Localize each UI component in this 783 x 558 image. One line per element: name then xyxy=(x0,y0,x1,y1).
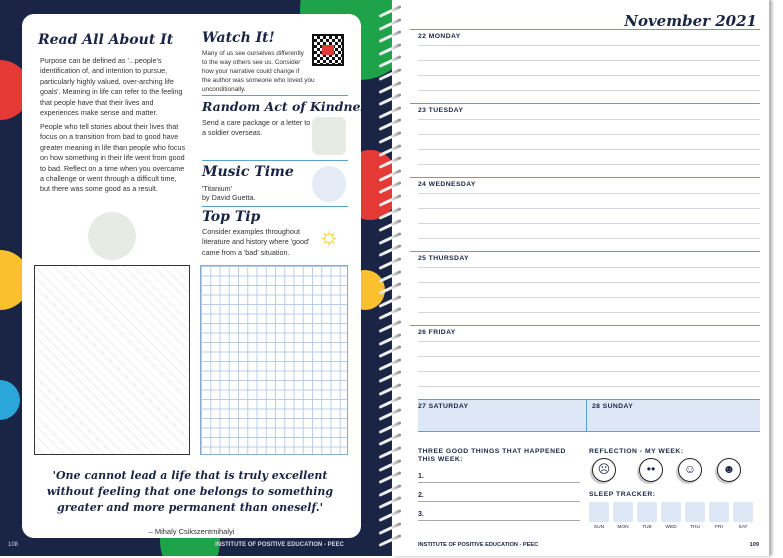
kindness-text: Send a care package or a letter to a soldier overseas. xyxy=(202,118,311,138)
sleep-box-wed[interactable] xyxy=(661,502,681,522)
qr-code[interactable] xyxy=(312,34,344,66)
divider xyxy=(202,95,348,96)
spiral-loop xyxy=(378,433,401,446)
spiral-loop xyxy=(378,484,401,497)
spiral-loop xyxy=(378,18,401,31)
kindness-title: Random Act of Kindness xyxy=(202,99,375,114)
reflection-label: REFLECTION - MY WEEK: xyxy=(589,448,684,455)
divider xyxy=(202,206,348,207)
spiral-loop xyxy=(378,522,401,535)
sleep-box-mon[interactable] xyxy=(613,502,633,522)
good-thing-2[interactable]: 2. xyxy=(418,492,580,502)
day-tuesday[interactable] xyxy=(410,103,760,177)
sleep-box-thu[interactable] xyxy=(685,502,705,522)
lightbulb-icon: ☼ xyxy=(318,223,340,250)
spiral-loop xyxy=(378,169,401,182)
saturday-label: 27 SATURDAY xyxy=(418,403,469,410)
spiral-loop xyxy=(378,68,401,81)
sleep-day-label: THU xyxy=(690,525,700,530)
sleep-box-fri[interactable] xyxy=(709,502,729,522)
gift-illustration xyxy=(312,117,346,155)
music-song: 'Titanium' xyxy=(202,184,233,193)
spiral-loop xyxy=(378,43,401,56)
sunday-label: 28 SUNDAY xyxy=(592,403,634,410)
watch-title: Watch It! xyxy=(202,30,275,46)
spiral-loop xyxy=(378,131,401,144)
sleep-day-label: FRI xyxy=(715,525,723,530)
sleep-tracker-label: SLEEP TRACKER: xyxy=(589,491,656,498)
month-title: November 2021 xyxy=(624,12,757,30)
neutral-face-icon[interactable]: •• xyxy=(639,458,663,482)
sleep-day-label: WED xyxy=(665,525,677,530)
sleep-box-sat[interactable] xyxy=(733,502,753,522)
right-page xyxy=(392,0,770,556)
footer-left: INSTITUTE OF POSITIVE EDUCATION - PEEC xyxy=(215,542,344,548)
spiral-loop xyxy=(378,345,401,358)
sad-face-icon[interactable]: ☹ xyxy=(592,458,616,482)
sleep-day-label: TUE xyxy=(642,525,652,530)
spiral-loop xyxy=(378,232,401,245)
read-all-p1: Purpose can be defined as '...people's identification of, and intention to pursue, particularly highly valued, over-arching life goals'. Meaning in life can refer to the feeling that people have that their lives and experiences make sense and matter. xyxy=(40,56,183,118)
watch-text: Many of us see ourselves differently to the way others see us. Consider how your narrative could change if the author was someone who loved you unconditionally. xyxy=(202,50,315,93)
day-label: 24 WEDNESDAY xyxy=(418,181,476,188)
spiral-loop xyxy=(378,244,401,257)
spiral-loop xyxy=(378,144,401,157)
spiral-loop xyxy=(378,295,401,308)
decor-circle-blue xyxy=(0,380,20,420)
houses-colouring-drawing xyxy=(34,265,190,455)
tip-text: Consider examples throughout literature and history where 'good' came from a 'bad' situation. xyxy=(202,227,310,257)
spiral-loop xyxy=(378,333,401,346)
divider xyxy=(202,160,348,161)
spiral-loop xyxy=(378,30,401,43)
spiral-loop xyxy=(378,459,401,472)
sleep-day-label: MON xyxy=(617,525,629,530)
read-all-title: Read All About It xyxy=(38,32,174,48)
spiral-loop xyxy=(378,55,401,68)
smile-face-icon[interactable]: ☺ xyxy=(678,458,702,482)
spiral-loop xyxy=(378,5,401,18)
spiral-loop xyxy=(378,534,401,547)
spiral-loop xyxy=(378,509,401,522)
spiral-loop xyxy=(378,496,401,509)
read-all-p2: People who tell stories about their lives that focus on a transition from bad to good have greater meaning in life than people who focus on how something in their life went from good to bad. Reflect on a time when you overcame a challenge or went through a difficult time, but there was some good as a result. xyxy=(40,122,186,194)
day-label: 22 MONDAY xyxy=(418,33,461,40)
tip-title: Top Tip xyxy=(202,209,261,225)
sleep-day-label: SUN xyxy=(593,525,605,530)
spiral-loop xyxy=(378,106,401,119)
happy-face-icon[interactable]: ☻ xyxy=(717,458,741,482)
spiral-loop xyxy=(378,181,401,194)
spiral-binding xyxy=(378,0,404,556)
youtube-icon xyxy=(322,45,334,55)
spiral-loop xyxy=(378,358,401,371)
spiral-loop xyxy=(378,471,401,484)
sleep-box-sun[interactable] xyxy=(589,502,609,522)
spiral-loop xyxy=(378,446,401,459)
three-good-things-label: THREE GOOD THINGS THAT HAPPENED THIS WEEK: xyxy=(418,448,566,463)
spiral-loop xyxy=(378,156,401,169)
quote-author: – Mihaly Csikszentmihalyi xyxy=(148,527,235,536)
spiral-loop xyxy=(378,118,401,131)
spiral-loop xyxy=(378,421,401,434)
day-label: 23 TUESDAY xyxy=(418,107,464,114)
spiral-loop xyxy=(378,282,401,295)
good-thing-3[interactable]: 3. xyxy=(418,511,580,521)
day-label: 26 FRIDAY xyxy=(418,329,456,336)
day-monday[interactable] xyxy=(410,29,760,103)
spiral-loop xyxy=(378,219,401,232)
spiral-loop xyxy=(378,207,401,220)
spiral-loop xyxy=(378,383,401,396)
grid-notes-area[interactable] xyxy=(200,265,348,455)
spiral-loop xyxy=(378,270,401,283)
music-artist: by David Guetta. xyxy=(202,193,256,202)
day-thursday[interactable] xyxy=(410,251,760,325)
weekend-box[interactable] xyxy=(418,399,760,432)
spiral-loop xyxy=(378,81,401,94)
spiral-loop xyxy=(378,370,401,383)
page-number-left: 108 xyxy=(8,542,19,548)
handshake-illustration xyxy=(88,212,136,260)
day-label: 25 THURSDAY xyxy=(418,255,469,262)
spiral-loop xyxy=(378,307,401,320)
footer-right: INSTITUTE OF POSITIVE EDUCATION - PEEC xyxy=(418,542,539,548)
spiral-loop xyxy=(378,396,401,409)
spiral-loop xyxy=(378,194,401,207)
day-wednesday[interactable] xyxy=(410,177,760,251)
music-title: Music Time xyxy=(202,164,294,180)
quote: 'One cannot lead a life that is truly excellent without feeling that one belongs to something greater and more permanent than oneself.' xyxy=(46,469,334,514)
spiral-loop xyxy=(378,93,401,106)
spiral-loop xyxy=(378,408,401,421)
day-friday[interactable] xyxy=(410,325,760,399)
music-illustration xyxy=(312,166,346,202)
weekend-divider xyxy=(586,400,587,431)
good-thing-1[interactable]: 1. xyxy=(418,473,580,483)
spiral-loop xyxy=(378,320,401,333)
spiral-loop xyxy=(378,257,401,270)
page-number-right: 109 xyxy=(749,542,759,548)
left-page xyxy=(0,0,392,556)
sleep-box-tue[interactable] xyxy=(637,502,657,522)
sleep-day-label: SAT xyxy=(738,525,748,530)
